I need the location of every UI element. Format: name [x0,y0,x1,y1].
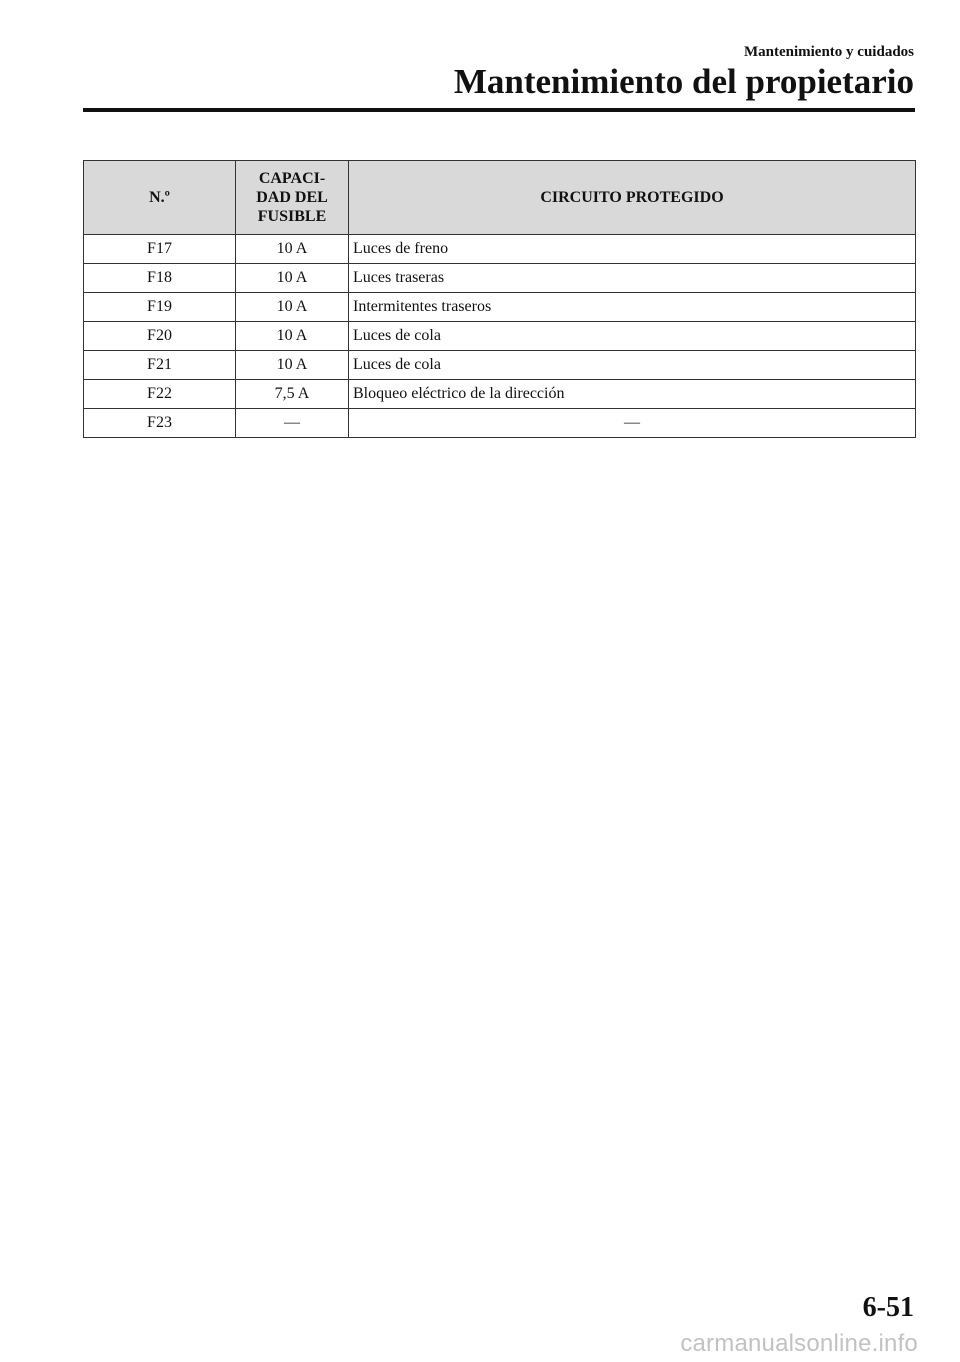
fuse-number: F23 [84,409,236,438]
protected-circuit: Luces de freno [349,235,916,264]
table-header-row [84,161,916,235]
page-title: Mantenimiento del propietario [453,62,914,101]
section-subtitle: Mantenimiento y cuidados [743,44,914,60]
capacity-header-line: DAD DEL [256,189,328,206]
protected-circuit: Luces traseras [349,264,916,293]
table-row [84,380,916,409]
table-row [84,351,916,380]
fuse-number: F20 [84,322,236,351]
protected-circuit: Luces de cola [349,322,916,351]
column-header-number: N.º [84,161,236,235]
table-row [84,264,916,293]
capacity-header-line: CAPACI- [258,170,326,187]
fuse-capacity: 10 A [236,351,349,380]
fuse-number: F21 [84,351,236,380]
fuse-number: F22 [84,380,236,409]
fuse-capacity: 7,5 A [236,380,349,409]
fuse-table [83,160,916,438]
table-row [84,322,916,351]
fuse-capacity: 10 A [236,264,349,293]
header-divider [83,108,915,112]
table-row [84,235,916,264]
table-row [84,293,916,322]
fuse-number: F19 [84,293,236,322]
fuse-capacity: 10 A [236,235,349,264]
fuse-capacity: — [236,409,349,438]
table-row [84,409,916,438]
column-header-circuit: CIRCUITO PROTEGIDO [349,161,916,235]
site-watermark: carmanualsonline.info [680,1330,918,1357]
fuse-capacity: 10 A [236,322,349,351]
fuse-number: F17 [84,235,236,264]
protected-circuit: — [349,409,916,438]
column-header-capacity [236,161,349,235]
protected-circuit: Intermitentes traseros [349,293,916,322]
capacity-header-line: FUSIBLE [257,208,327,225]
protected-circuit: Bloqueo eléctrico de la dirección [349,380,916,409]
fuse-number: F18 [84,264,236,293]
fuse-capacity: 10 A [236,293,349,322]
protected-circuit: Luces de cola [349,351,916,380]
page-number: 6-51 [862,1292,914,1323]
